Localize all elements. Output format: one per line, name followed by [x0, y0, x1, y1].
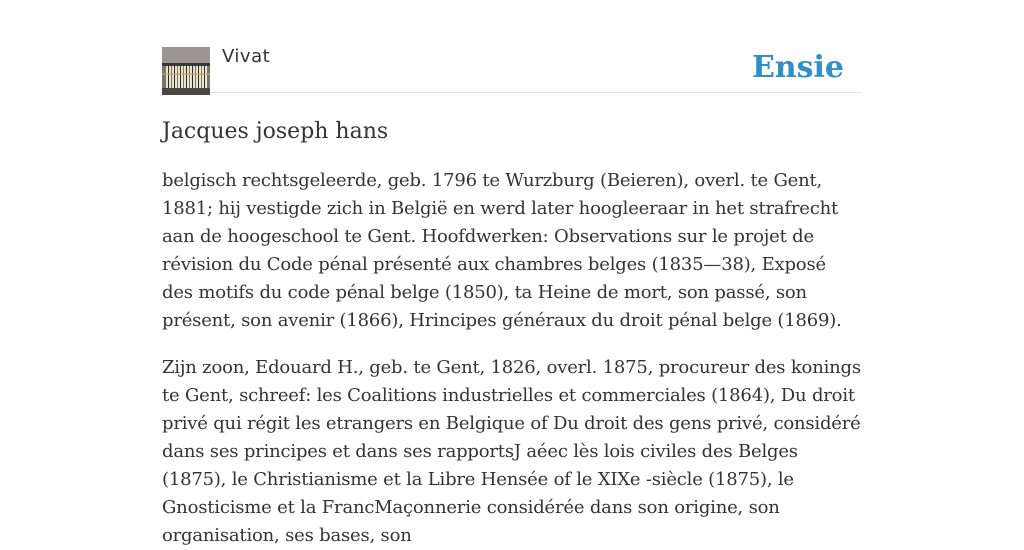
article-title: Jacques joseph hans	[162, 119, 389, 144]
article-paragraph: belgisch rechtsgeleerde, geb. 1796 te Wurzburg (Beieren), overl. te Gent, 1881; hij vestigde zich in België en werd later hoogleeraar in het strafrecht aan de hoogeschool te Gent. Hoofdwerken: Observations sur le projet de révision du Code pénal présenté aux chambres belges (1835—38), Exposé des motifs du code pénal belge (1850), ta Heine de mort, son passé, son présent, son avenir (1866), Hrincipes généraux du droit pénal belge (1869).	[162, 170, 842, 331]
article-paragraph: Zijn zoon, Edouard H., geb. te Gent, 1826, overl. 1875, procureur des konings te Gent, schreef: les Coalitions industrielles et commerciales (1864), Du droit privé qui régit les etrangers en Belgique of Du droit des gens privé, considéré dans ses principes et dans ses rapportsJ aéec lès lois civiles des Belges (1875), le Christianisme et la Libre Hensée of le XIXe -siècle (1875), le Gnosticisme et la FrancMaçonnerie considérée dans son origine, son organisation, ses bases, son	[162, 357, 861, 546]
author-name[interactable]: Vivat	[222, 46, 271, 67]
header	[162, 0, 862, 93]
bookshelf-icon	[162, 47, 210, 95]
brand-logo[interactable]: Ensie	[751, 50, 844, 85]
content-container	[162, 0, 862, 550]
avatar[interactable]	[162, 47, 210, 95]
